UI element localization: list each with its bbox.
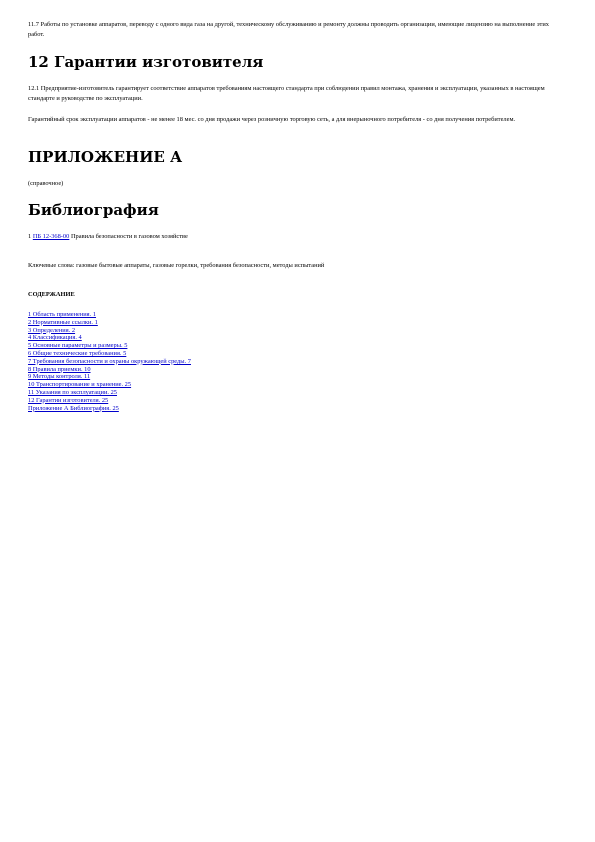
toc-link[interactable]: Приложение А Библиография. 25 — [28, 404, 119, 412]
appendix-heading: ПРИЛОЖЕНИЕ А — [28, 148, 183, 166]
toc-link[interactable]: 7 Требования безопасности и охраны окружающей среды. 7 — [28, 357, 191, 365]
toc-link[interactable]: 12 Гарантии изготовителя. 25 — [28, 396, 109, 404]
paragraph-warranty: Гарантийный срок эксплуатации аппаратов - не менее 18 мес. со дня продажи через розничную торговую сеть, а для внерыночного потребителя - со дня получения потребителем. — [28, 116, 516, 123]
toc-link[interactable]: 11 Указания по эксплуатации. 25 — [28, 388, 117, 396]
toc-item[interactable] — [28, 358, 191, 366]
toc-item[interactable] — [28, 342, 191, 350]
toc-item[interactable] — [28, 397, 191, 405]
toc-title: СОДЕРЖАНИЕ — [28, 291, 75, 298]
keywords-paragraph: Ключевые слова: газовые бытовые аппараты, газовые горелки, требования безопасности, методы испытаний — [28, 262, 325, 269]
section-heading-12: 12 Гарантии изготовителя — [28, 53, 264, 71]
table-of-contents — [28, 311, 191, 412]
toc-link[interactable]: 2 Нормативные ссылки. 1 — [28, 318, 98, 326]
toc-item[interactable] — [28, 311, 191, 319]
bibliography-entry — [28, 232, 563, 242]
bibliography-title: Правила безопасности в газовом хозяйстве — [70, 233, 188, 240]
toc-link[interactable]: 5 Основные параметры и размеры. 5 — [28, 342, 128, 350]
toc-item[interactable] — [28, 327, 191, 335]
toc-link[interactable]: 4 Классификация. 4 — [28, 334, 82, 342]
toc-item[interactable] — [28, 373, 191, 381]
toc-item[interactable] — [28, 319, 191, 327]
toc-link[interactable]: 9 Методы контроля. 11 — [28, 373, 91, 381]
toc-link[interactable]: 6 Общие технические требования. 5 — [28, 349, 127, 357]
toc-link[interactable]: 3 Определения. 2 — [28, 326, 76, 334]
toc-item[interactable] — [28, 389, 191, 397]
toc-link[interactable]: 10 Транспортирование и хранение. 25 — [28, 381, 132, 389]
paragraph-12-1: 12.1 Предприятие-изготовитель гарантирует соответствие аппаратов требованиям настоящего стандарта при соблюдении правил монтажа, хранения и эксплуатации, указанных в настоящем стандарте и руководстве по эксплуатации. — [28, 85, 545, 102]
toc-link[interactable]: 1 Область применения. 1 — [28, 311, 97, 318]
bibliography-link[interactable]: ПБ 12-368-00 — [32, 233, 70, 240]
paragraph-11-7: 11.7 Работы по установке аппаратов, переводу с одного вида газа на другой, техническому обслуживанию и ремонту должны проводить организации, имеющие лицензию на выполнение этих работ. — [28, 21, 549, 38]
toc-link[interactable]: 8 Правила приемки. 10 — [28, 365, 91, 373]
toc-item[interactable] — [28, 405, 191, 413]
appendix-note: (справочное) — [28, 180, 64, 187]
bibliography-number: 1 — [28, 233, 32, 240]
toc-item[interactable] — [28, 350, 191, 358]
toc-item[interactable] — [28, 366, 191, 374]
toc-item[interactable] — [28, 381, 191, 389]
bibliography-heading: Библиография — [28, 201, 159, 219]
toc-item[interactable] — [28, 334, 191, 342]
